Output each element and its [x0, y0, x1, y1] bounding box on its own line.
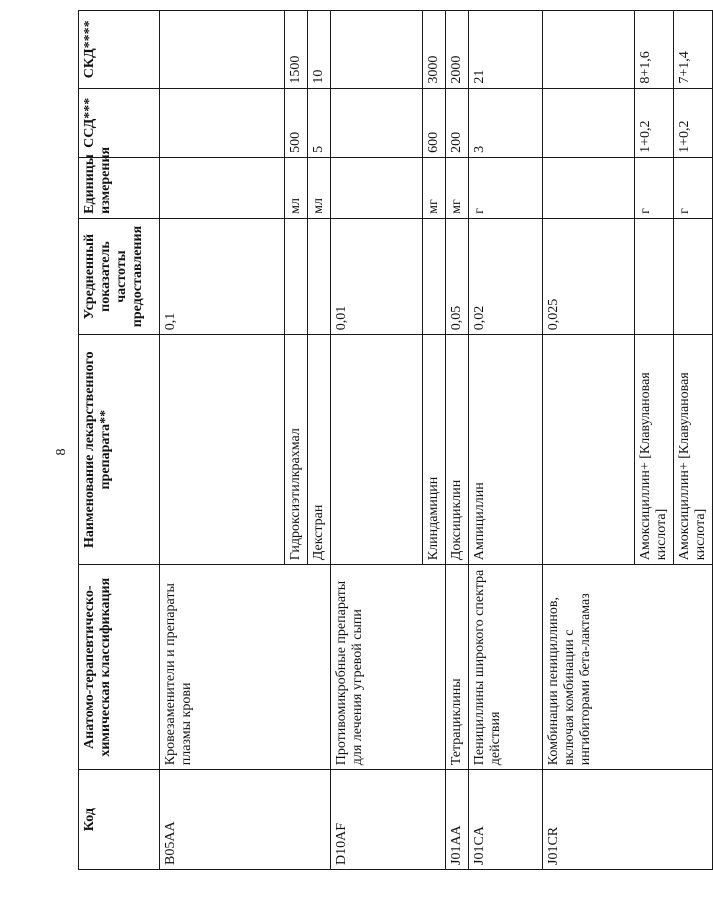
drug-name-cell — [331, 335, 423, 565]
ssd-cell: 1+0,2 — [674, 88, 713, 157]
unit-cell — [543, 157, 635, 218]
skd-cell — [543, 11, 635, 89]
drug-name-cell: Доксициклин — [446, 335, 469, 565]
frequency-cell: 0,01 — [331, 218, 423, 334]
header-drug-name: Наименование лекарственного препарата** — [79, 335, 160, 565]
drug-name-cell: Декстран — [308, 335, 331, 565]
ssd-cell: 3 — [469, 88, 543, 157]
atc-cell: Кровезаменители и препараты плазмы крови — [160, 565, 331, 770]
unit-cell — [160, 157, 285, 218]
ssd-cell: 200 — [446, 88, 469, 157]
page-number: 8 — [54, 448, 69, 456]
skd-cell — [160, 11, 285, 89]
skd-cell: 8+1,6 — [635, 11, 674, 89]
drug-name-cell: Амоксициллин+ [Клавулановая кислота] — [674, 335, 713, 565]
drug-table — [78, 10, 713, 870]
code-cell: D10AF — [331, 770, 446, 870]
unit-cell — [331, 157, 423, 218]
ssd-cell — [543, 88, 635, 157]
code-cell: J01AA — [446, 770, 469, 870]
table-row-b05aa — [160, 11, 285, 870]
table-row-d10af — [331, 11, 423, 870]
skd-cell: 1500 — [285, 11, 308, 89]
unit-cell: мг — [423, 157, 446, 218]
header-skd: СКД**** — [79, 11, 160, 89]
drug-name-cell: Ампициллин — [469, 335, 543, 565]
frequency-cell — [285, 218, 308, 334]
unit-cell: г — [469, 157, 543, 218]
frequency-cell: 0,025 — [543, 218, 635, 334]
ssd-cell — [331, 88, 423, 157]
ssd-cell: 500 — [285, 88, 308, 157]
skd-cell: 21 — [469, 11, 543, 89]
skd-cell: 10 — [308, 11, 331, 89]
atc-cell: Противомикробные препараты для лечения угревой сыпи — [331, 565, 446, 770]
code-cell: J01CR — [543, 770, 713, 870]
atc-cell: Пенициллины широкого спектра действия — [469, 565, 543, 770]
frequency-cell — [635, 218, 674, 334]
skd-cell: 7+1,4 — [674, 11, 713, 89]
unit-cell: г — [635, 157, 674, 218]
ssd-cell: 1+0,2 — [635, 88, 674, 157]
frequency-cell — [423, 218, 446, 334]
table-header-row — [79, 11, 160, 870]
rotated-table-sheet — [78, 10, 708, 870]
skd-cell: 3000 — [423, 11, 446, 89]
drug-name-cell: Амоксициллин+ [Клавулановая кислота] — [635, 335, 674, 565]
skd-cell: 2000 — [446, 11, 469, 89]
table-row-j01aa — [446, 11, 469, 870]
ssd-cell: 600 — [423, 88, 446, 157]
header-atc: Анатомо-терапевтическо-химическая классификация — [79, 565, 160, 770]
ssd-cell: 5 — [308, 88, 331, 157]
unit-cell: г — [674, 157, 713, 218]
header-unit: Единицы измерения — [79, 157, 160, 218]
drug-name-cell: Гидроксиэтилкрахмал — [285, 335, 308, 565]
frequency-cell: 0,1 — [160, 218, 285, 334]
table-row-j01ca — [469, 11, 543, 870]
header-code: Код — [79, 770, 160, 870]
unit-cell: мл — [308, 157, 331, 218]
drug-name-cell: Клиндамицин — [423, 335, 446, 565]
drug-name-cell — [543, 335, 635, 565]
skd-cell — [331, 11, 423, 89]
header-frequency: Усредненный показатель частоты предоставления — [79, 218, 160, 334]
ssd-cell — [160, 88, 285, 157]
frequency-cell — [674, 218, 713, 334]
drug-name-cell — [160, 335, 285, 565]
atc-cell: Тетрациклины — [446, 565, 469, 770]
header-ssd: ССД*** — [79, 88, 160, 157]
frequency-cell: 0,05 — [446, 218, 469, 334]
code-cell: J01CA — [469, 770, 543, 870]
code-cell: B05AA — [160, 770, 331, 870]
unit-cell: мг — [446, 157, 469, 218]
unit-cell: мл — [285, 157, 308, 218]
frequency-cell: 0,02 — [469, 218, 543, 334]
atc-cell: Комбинации пенициллинов, включая комбинации с ингибиторами бета-лактамаз — [543, 565, 713, 770]
frequency-cell — [308, 218, 331, 334]
table-row-j01cr — [543, 11, 635, 870]
